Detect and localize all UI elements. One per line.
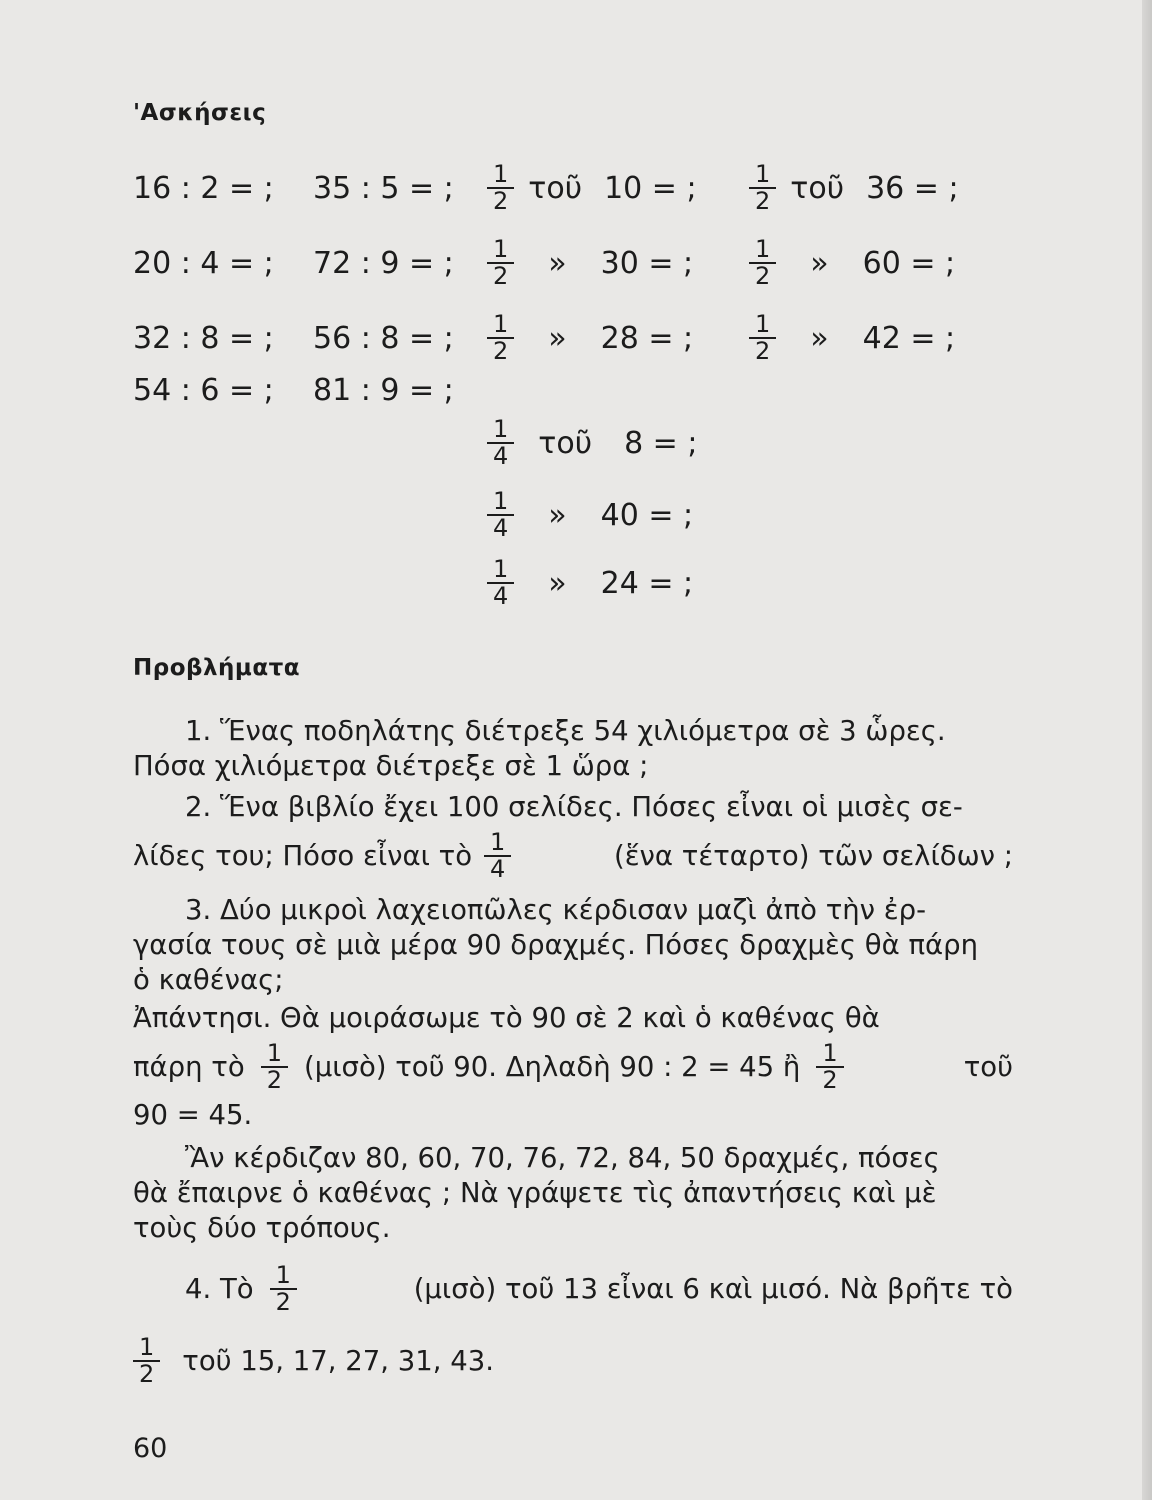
fraction: $\frac{1}{2}$	[261, 1041, 288, 1093]
fraction: $\frac{1}{4}$	[487, 557, 514, 609]
fraction-item: $\frac{1}{4}$ » 40 = ;	[483, 480, 693, 550]
quarter-row-2	[133, 480, 993, 550]
fraction-item: $\frac{1}{2}$ τοῦ 36 = ;	[745, 153, 959, 223]
fraction: $\frac{1}{4}$	[487, 417, 514, 469]
text-line: ὁ καθένας;	[133, 964, 284, 996]
division-item: 56 : 8 = ;	[313, 320, 454, 356]
division-item: 35 : 5 = ;	[313, 170, 454, 206]
fraction: $\frac{1}{2}$	[487, 162, 514, 214]
text-line: $\frac{1}{2}$ τοῦ 15, 17, 27, 31, 43.	[133, 1330, 1013, 1392]
problem-1	[133, 714, 1013, 784]
fraction: $\frac{1}{2}$	[270, 1263, 297, 1315]
fraction-item: $\frac{1}{2}$ » 30 = ;	[483, 228, 693, 298]
fraction: $\frac{1}{2}$	[749, 162, 776, 214]
division-item: 32 : 8 = ;	[133, 320, 274, 356]
text-line: 1. Ἕνας ποδηλάτης διέτρεξε 54 χιλιόμετρα σὲ 3 ὧρες.	[185, 715, 946, 747]
fraction: $\frac{1}{4}$	[487, 489, 514, 541]
text-line: Πόσα χιλιόμετρα διέτρεξε σὲ 1 ὥρα ;	[133, 750, 649, 782]
text-line: 3. Δύο μικροὶ λαχειοπῶλες κέρδισαν μαζὶ ἀπὸ τὴν ἐρ-	[185, 894, 927, 926]
text-line: λίδες του; Πόσο εἶναι τὸ $\frac{1}{4}$ (ἕνα τέταρτο) τῶν σελίδων ;	[133, 827, 1013, 883]
page-edge	[1142, 0, 1152, 1500]
problem-2	[133, 790, 1013, 887]
exercise-row-1	[133, 153, 993, 223]
division-item: 81 : 9 = ;	[313, 372, 454, 408]
fraction: $\frac{1}{2}$	[749, 237, 776, 289]
fraction-item: $\frac{1}{2}$ » 42 = ;	[745, 303, 955, 373]
exercises-heading: 'Ασκήσεις	[133, 100, 267, 126]
fraction: $\frac{1}{2}$	[487, 312, 514, 364]
division-item: 20 : 4 = ;	[133, 245, 274, 281]
fraction: $\frac{1}{2}$	[816, 1041, 843, 1093]
fraction: $\frac{1}{2}$	[133, 1335, 160, 1387]
division-item: 54 : 6 = ;	[133, 372, 274, 408]
answer-line: πάρη τὸ $\frac{1}{2}$ (μισὸ) τοῦ 90. Δηλαδὴ 90 : 2 = 45 ἢ $\frac{1}{2}$ τοῦ	[133, 1038, 1013, 1094]
problem-3	[133, 893, 1013, 1246]
fraction-item: $\frac{1}{2}$ » 28 = ;	[483, 303, 693, 373]
exercise-row-2	[133, 228, 993, 298]
division-item: 72 : 9 = ;	[313, 245, 454, 281]
fraction-item: $\frac{1}{2}$ τοῦ 10 = ;	[483, 153, 697, 223]
text-line: γασία τους σὲ μιὰ μέρα 90 δραχμές. Πόσες δραχμὲς θὰ πάρη	[133, 929, 979, 961]
page-number: 60	[133, 1433, 168, 1464]
text-line: 2. Ἕνα βιβλίο ἔχει 100 σελίδες. Πόσες εἶναι οἱ μισὲς σε-	[185, 791, 963, 823]
text-line: τοὺς δύο τρόπους.	[133, 1212, 391, 1244]
answer-line: Ἀπάντησι. Θὰ μοιράσωμε τὸ 90 σὲ 2 καὶ ὁ καθένας θὰ	[133, 1002, 880, 1034]
fraction-item: $\frac{1}{4}$ » 24 = ;	[483, 548, 693, 618]
answer-line: 90 = 45.	[133, 1099, 253, 1131]
quarter-row-1	[133, 408, 993, 478]
fraction: $\frac{1}{2}$	[487, 237, 514, 289]
text-line: θὰ ἔπαιρνε ὁ καθένας ; Νὰ γράψετε τὶς ἀπαντήσεις καὶ μὲ	[133, 1177, 937, 1209]
fraction: $\frac{1}{4}$	[484, 830, 511, 882]
text-line: 4. Τὸ $\frac{1}{2}$ (μισὸ) τοῦ 13 εἶναι 6 καὶ μισό. Νὰ βρῆτε τὸ	[185, 1260, 1013, 1316]
division-item: 16 : 2 = ;	[133, 170, 274, 206]
quarter-row-3	[133, 548, 993, 618]
problems-heading: Προβλήματα	[133, 655, 301, 681]
fraction: $\frac{1}{2}$	[749, 312, 776, 364]
text-line: Ἂν κέρδιζαν 80, 60, 70, 76, 72, 84, 50 δραχμές, πόσες	[185, 1142, 940, 1174]
fraction-item: $\frac{1}{4}$ τοῦ 8 = ;	[483, 408, 697, 478]
problem-4	[133, 1258, 1013, 1392]
fraction-item: $\frac{1}{2}$ » 60 = ;	[745, 228, 955, 298]
